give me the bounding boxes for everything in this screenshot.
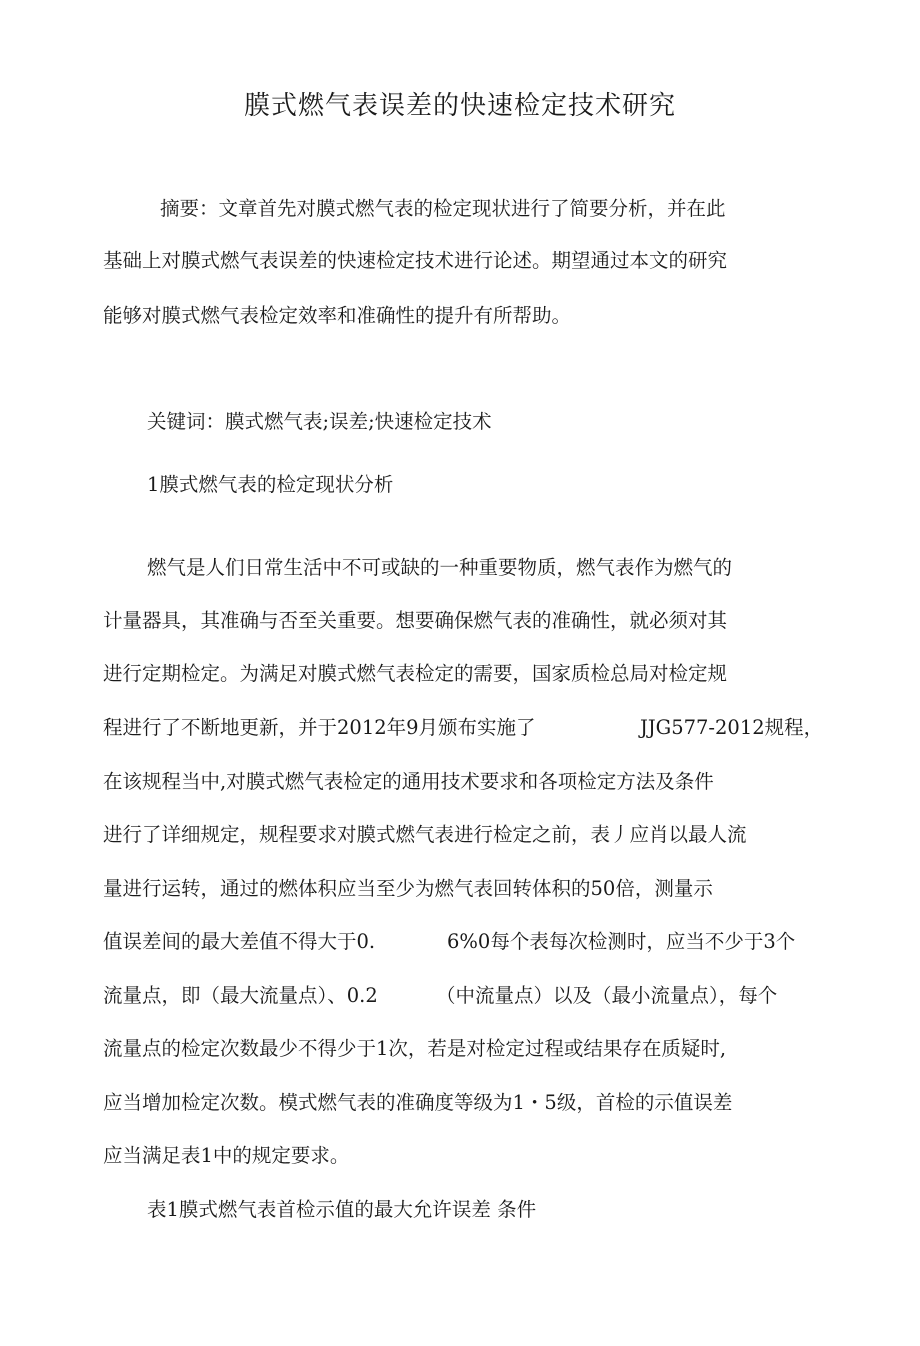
abstract-line: 摘要：文章首先对膜式燃气表的检定现状进行了简要分析，并在此	[160, 197, 726, 220]
body-line: 值误差间的最大差值不得大于0.	[103, 930, 376, 953]
body-line-fragment: 6%0每个表每次检测时，应当不少于3个	[447, 930, 796, 953]
document-title: 膜式燃气表误差的快速检定技术研究	[243, 91, 676, 121]
body-line: 程进行了不断地更新，并于2012年9月颁布实施了	[103, 716, 536, 739]
body-line: 流量点，即（最大流量点）、0.2	[103, 984, 378, 1007]
table-caption: 表1膜式燃气表首检示值的最大允许误差 条件	[147, 1198, 537, 1221]
abstract-line: 基础上对膜式燃气表误差的快速检定技术进行论述。期望通过本文的研究	[103, 249, 728, 272]
body-line: 流量点的检定次数最少不得少于1次，若是对检定过程或结果存在质疑时,	[103, 1037, 727, 1060]
body-line: 在该规程当中,对膜式燃气表检定的通用技术要求和各项检定方法及条件	[103, 770, 714, 793]
body-line: 进行了详细规定，规程要求对膜式燃气表进行检定之前，表丿应肖以最人流	[103, 823, 747, 846]
abstract-line: 能够对膜式燃气表检定效率和准确性的提升有所帮助。	[103, 304, 572, 327]
body-line: 量进行运转，通过的燃体积应当至少为燃气表回转体积的50倍，测量示	[103, 877, 713, 900]
body-line: 应当满足表1中的规定要求。	[103, 1144, 350, 1167]
body-line: 计量器具，其准确与否至关重要。想要确保燃气表的准确性，就必须对其	[103, 609, 728, 632]
keywords-line: 关键词：膜式燃气表;误差;快速检定技术	[147, 410, 492, 433]
body-line: 进行定期检定。为满足对膜式燃气表检定的需要，国家质检总局对检定规	[103, 662, 728, 685]
section-heading: 1膜式燃气表的检定现状分析	[147, 473, 394, 496]
body-line: 应当增加检定次数。模式燃气表的准确度等级为1・5级，首检的示值误差	[103, 1091, 733, 1114]
body-line: 燃气是人们日常生活中不可或缺的一种重要物质，燃气表作为燃气的	[147, 556, 733, 579]
body-line-fragment: （中流量点）以及（最小流量点），每个	[436, 984, 778, 1007]
body-line-fragment: JJG577-2012规程，	[640, 716, 824, 739]
